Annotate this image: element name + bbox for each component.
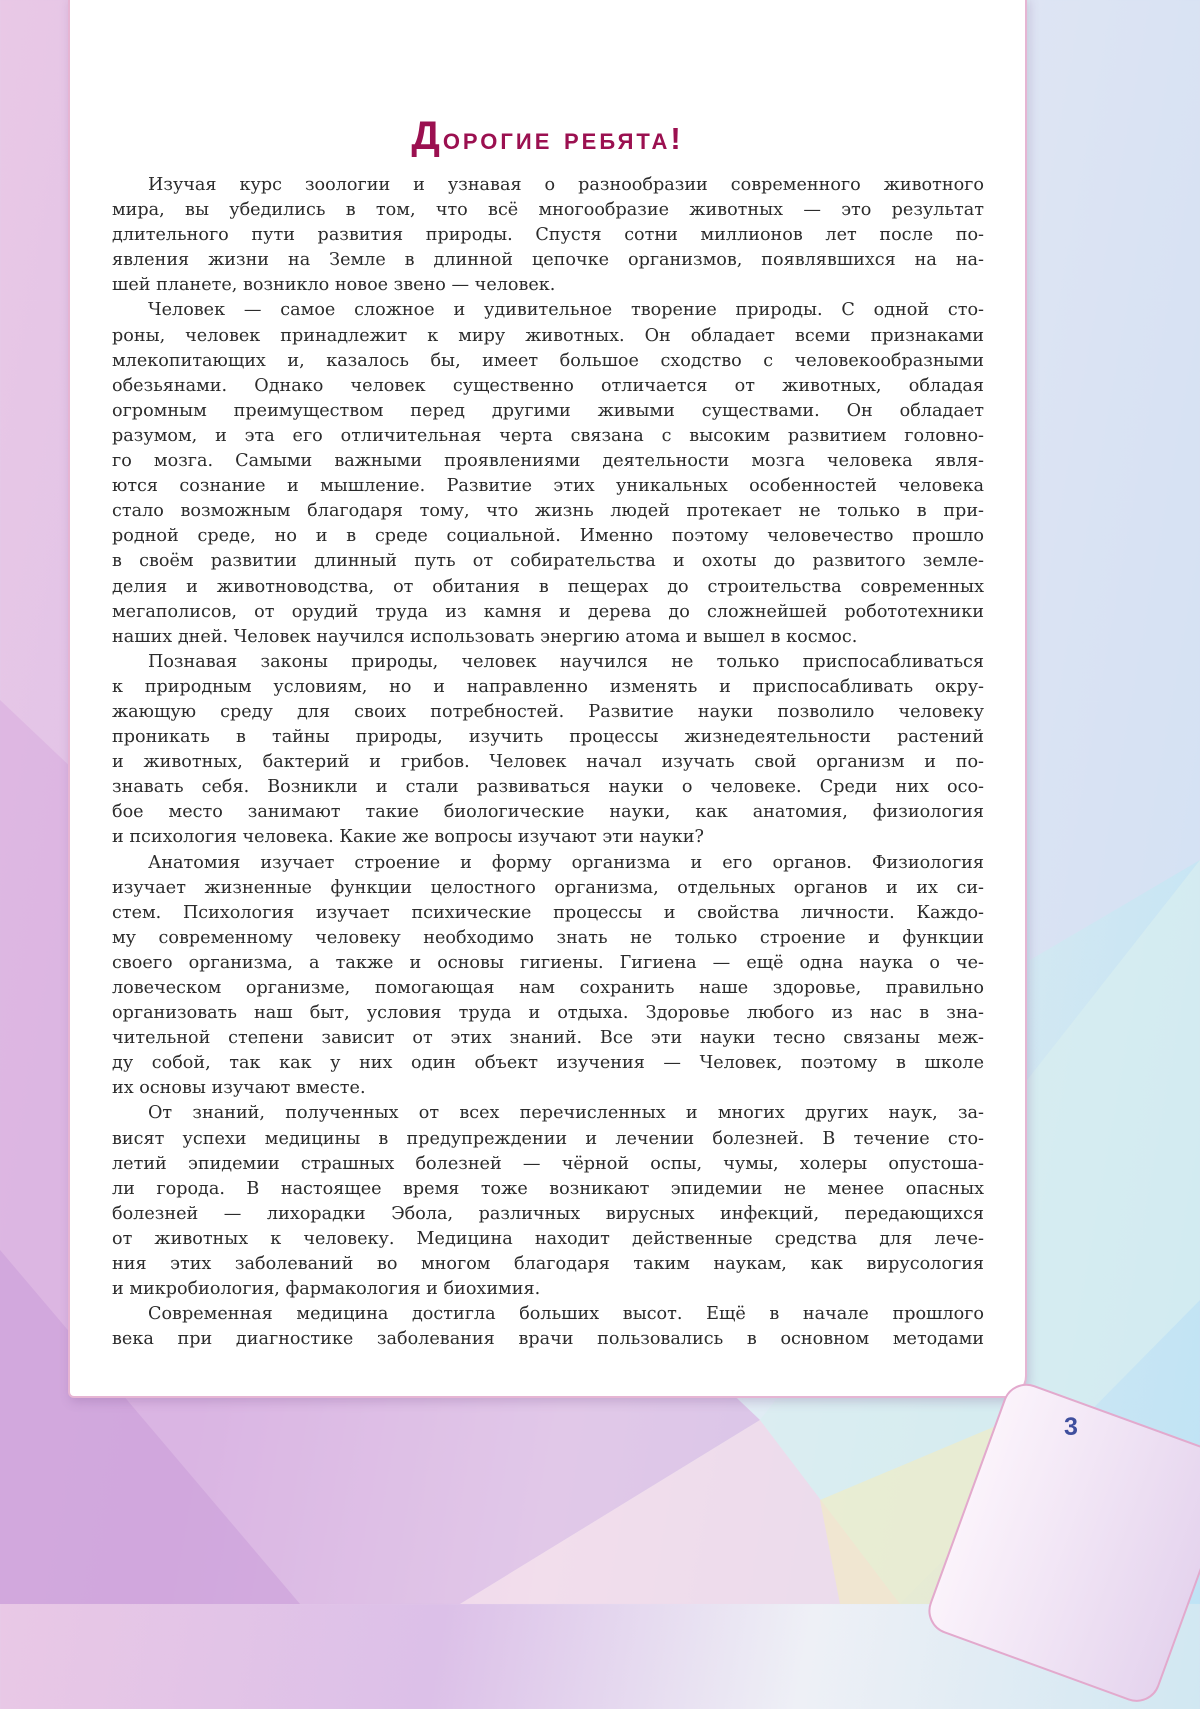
- text-line: ду собой, так как у них один объект изучения — Человек, поэтому в школе: [112, 1053, 984, 1074]
- text-line: стем. Психология изучает психические процессы и свойства личности. Каждо-: [112, 902, 984, 923]
- body-text: [112, 173, 984, 1352]
- text-line: наших дней. Человек научился использовать энергию атома и вышел в космос.: [112, 626, 858, 647]
- text-line: явления жизни на Земле в длинной цепочке организмов, появлявшихся на на-: [112, 250, 984, 271]
- text-line: ются сознание и мышление. Развитие этих уникальных особенностей человека: [112, 476, 984, 497]
- text-line: и психология человека. Какие же вопросы изучают эти науки?: [112, 827, 704, 848]
- paragraph: [112, 1302, 984, 1352]
- paragraph: [112, 298, 984, 649]
- text-line: бое место занимают такие биологические науки, как анатомия, физиология: [112, 802, 984, 823]
- text-line: ния этих заболеваний во многом благодаря таким наукам, как вирусология: [112, 1254, 984, 1275]
- text-line: чительной степени зависит от этих знаний. Все эти науки тесно связаны меж-: [112, 1028, 984, 1049]
- page-title: [70, 114, 1025, 159]
- paragraph: [112, 1101, 984, 1302]
- text-line: жающую среду для своих потребностей. Развитие науки позволило человеку: [112, 701, 984, 722]
- text-line: проникать в тайны природы, изучить процессы жизнедеятельности растений: [112, 727, 984, 748]
- text-line: Анатомия изучает строение и форму организма и его органов. Физиология: [148, 852, 984, 873]
- text-line: висят успехи медицины в предупреждении и лечении болезней. В течение сто-: [112, 1128, 984, 1149]
- title-rest: орогие ребята!: [442, 121, 684, 156]
- text-line: и животных, бактерий и грибов. Человек начал изучать свой организм и по-: [112, 752, 984, 773]
- text-line: Познавая законы природы, человек научился не только приспосабливаться: [148, 651, 984, 672]
- text-line: организовать наш быт, условия труда и отдыха. Здоровье любого из нас в зна-: [112, 1003, 984, 1024]
- text-line: му современному человеку необходимо знать не только строение и функции: [112, 927, 984, 948]
- text-line: в своём развитии длинный путь от собирательства и охоты до развитого земле-: [112, 551, 984, 572]
- text-line: мегаполисов, от орудий труда из камня и дерева до сложнейшей робототехники: [112, 601, 984, 622]
- paragraph: [112, 650, 984, 851]
- text-line: родной среде, но и в среде социальной. Именно поэтому человечество прошло: [112, 526, 984, 547]
- text-line: шей планете, возникло новое звено — человек.: [112, 275, 556, 296]
- text-line: века при диагностике заболевания врачи пользовались в основном методами: [112, 1329, 984, 1350]
- text-line: мира, вы убедились в том, что всё многообразие животных — это результат: [112, 200, 984, 221]
- text-line: от животных к человеку. Медицина находит действенные средства для лече-: [112, 1228, 984, 1249]
- text-line: и микробиология, фармакология и биохимия.: [112, 1279, 541, 1300]
- text-line: своего организма, а также и основы гигиены. Гигиена — ещё одна наука о че-: [112, 952, 984, 973]
- text-line: Человек — самое сложное и удивительное творение природы. С одной сто-: [148, 300, 984, 321]
- text-line: От знаний, полученных от всех перечисленных и многих других наук, за-: [148, 1103, 984, 1124]
- text-line: млекопитающих и, казалось бы, имеет большое сходство с человекообразными: [112, 350, 984, 371]
- text-line: роны, человек принадлежит к миру животных. Он обладает всеми признаками: [112, 325, 984, 346]
- text-line: го мозга. Самыми важными проявлениями деятельности мозга человека явля-: [112, 451, 984, 472]
- text-line: делия и животноводства, от обитания в пещерах до строительства современных: [112, 576, 984, 597]
- title-initial: Д: [411, 114, 443, 158]
- text-line: длительного пути развития природы. Спустя сотни миллионов лет после по-: [112, 225, 984, 246]
- text-line: разумом, и эта его отличительная черта связана с высоким развитием головно-: [112, 425, 984, 446]
- text-line: огромным преимуществом перед другими живыми существами. Он обладает: [112, 400, 984, 421]
- text-line: знавать себя. Возникли и стали развиваться науки о человеке. Среди них осо-: [112, 777, 984, 798]
- page-number: 3: [1064, 1413, 1078, 1441]
- text-line: болезней — лихорадки Эбола, различных вирусных инфекций, передающихся: [112, 1203, 984, 1224]
- text-line: летий эпидемии страшных болезней — чёрной оспы, чумы, холеры опустоша-: [112, 1153, 984, 1174]
- text-line: Современная медицина достигла больших высот. Ещё в начале прошлого: [148, 1304, 984, 1325]
- paragraph: [112, 173, 984, 298]
- text-line: обезьянами. Однако человек существенно отличается от животных, обладая: [112, 375, 984, 396]
- paragraph: [112, 851, 984, 1102]
- text-line: их основы изучают вместе.: [112, 1078, 366, 1099]
- text-line: к природным условиям, но и направленно изменять и приспосабливать окру-: [112, 676, 984, 697]
- text-line: ли города. В настоящее время тоже возникают эпидемии не менее опасных: [112, 1178, 984, 1199]
- text-line: Изучая курс зоологии и узнавая о разнообразии современного животного: [148, 175, 984, 195]
- text-line: стало возможным благодаря тому, что жизнь людей протекает не только в при-: [112, 501, 984, 522]
- text-line: изучает жизненные функции целостного организма, отдельных органов и их си-: [112, 877, 984, 898]
- text-line: ловеческом организме, помогающая нам сохранить наше здоровье, правильно: [112, 978, 984, 998]
- page-card: [68, 0, 1027, 1398]
